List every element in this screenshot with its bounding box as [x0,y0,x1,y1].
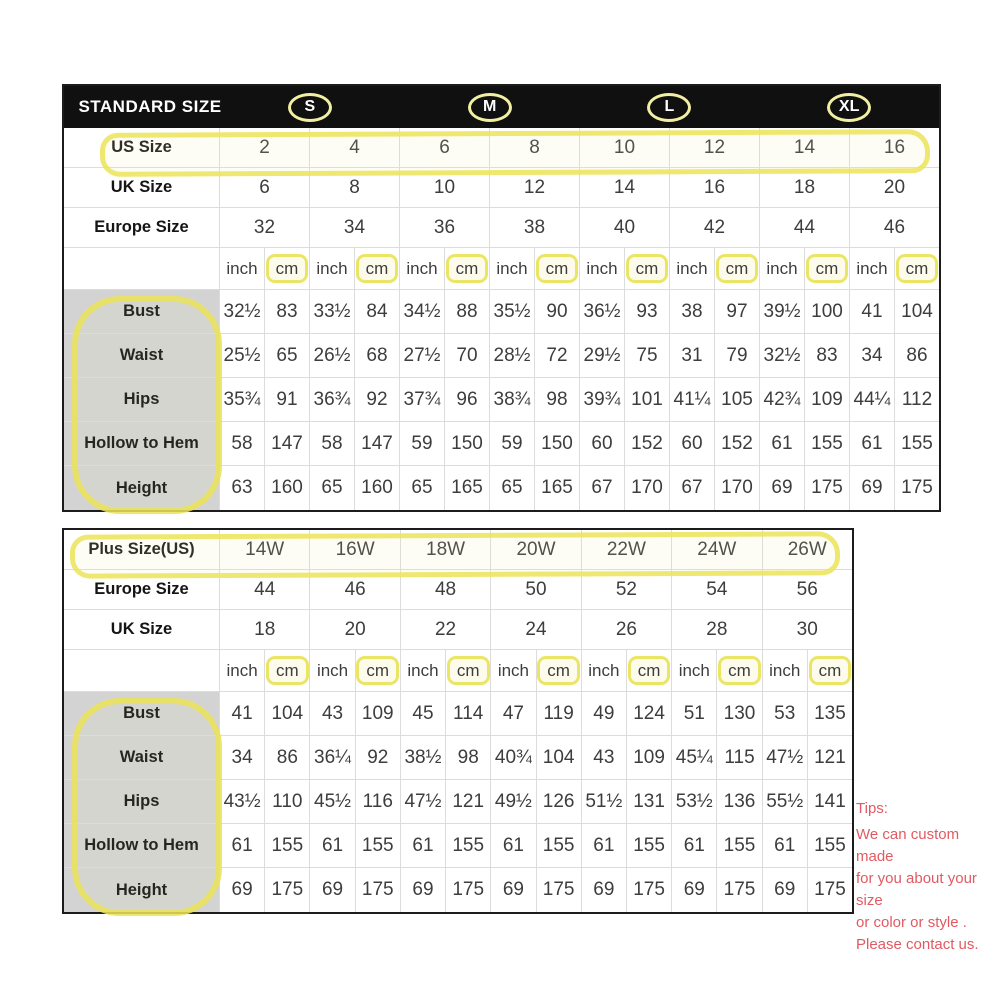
measure-cell: 170 [715,466,760,510]
size-cell: 4 [310,128,400,167]
measure-cell: 36¾ [310,378,355,421]
cm-header [265,650,310,691]
measure-cell: 109 [356,692,401,735]
measure-cell: 175 [265,868,310,912]
row-label: Hips [64,780,220,823]
measure-cell: 36½ [580,290,625,333]
row-label: Plus Size(US) [64,530,220,569]
measure-cell: 104 [901,300,933,322]
measure-cell: 65 [265,334,310,377]
cm-header [717,650,762,691]
measure-cell: 47½ [763,736,808,779]
size-cell: 20 [310,610,400,649]
measure-cell: 61 [491,824,536,867]
circled-size-l: L [647,93,691,122]
measure-cell: 126 [537,780,582,823]
measure-cell: 98 [446,736,491,779]
inch-header: inch [400,248,445,289]
size-group [759,86,939,128]
cm-header [535,248,580,289]
measure-cell: 175 [901,477,933,498]
measure-cell: 61 [220,824,265,867]
cm-circle-annotation: cm [718,656,761,685]
measure-cell: 45¼ [672,736,717,779]
measure-cell: 109 [627,736,672,779]
size-group [400,86,580,128]
measure-cell: 165 [445,466,490,510]
size-row [64,530,852,570]
inch-header: inch [310,248,355,289]
size-cell: 38 [490,208,580,247]
measure-cell: 100 [805,290,850,333]
measure-cell: 41 [850,290,895,333]
measure-cell: 155 [901,432,933,454]
measure-cell: 47 [491,692,536,735]
measure-cell: 150 [445,422,490,465]
cm-circle-annotation: cm [447,656,490,685]
measure-cell: 155 [717,824,762,867]
measure-cell: 104 [265,692,310,735]
measure-cell: 86 [265,736,310,779]
size-cell: 16 [883,136,906,158]
measure-cell: 28½ [490,334,535,377]
measure-cell: 147 [355,422,400,465]
measure-cell: 39¾ [580,378,625,421]
size-cell: 2 [220,128,310,167]
row-label: Hollow to Hem [64,824,220,867]
measure-cell: 36¼ [310,736,355,779]
measure-cell: 98 [535,378,580,421]
size-cell: 18W [401,530,491,569]
measure-cell: 92 [355,378,400,421]
measure-cell: 31 [670,334,715,377]
size-cell: 26 [582,610,672,649]
size-cell: 12 [670,128,760,167]
measure-cell: 58 [220,422,265,465]
size-cell: 50 [491,570,581,609]
measure-cell: 26½ [310,334,355,377]
measure-cell: 165 [535,466,580,510]
size-cell: 30 [796,618,818,640]
circled-size-xl: XL [827,93,871,122]
size-cell: 12 [490,168,580,207]
measure-cell: 39½ [760,290,805,333]
measure-cell: 38¾ [490,378,535,421]
measure-cell: 51½ [582,780,627,823]
measure-cell: 93 [625,290,670,333]
size-cell: 8 [490,128,580,167]
row-label-empty [64,248,220,289]
measure-cell: 92 [356,736,401,779]
measure-cell: 83 [805,334,850,377]
measure-cell: 45 [401,692,446,735]
measure-cell: 155 [265,824,310,867]
measure-cell: 69 [310,868,355,912]
custom-made-tips-note [856,798,1000,956]
measure-cell: 69 [672,868,717,912]
inch-header: inch [582,650,627,691]
row-label-empty [64,650,220,691]
circled-size-s: S [288,93,332,122]
measure-cell: 86 [906,344,928,366]
measure-cell: 116 [356,780,401,823]
cm-header [805,248,850,289]
inch-header: inch [670,248,715,289]
size-row [64,610,852,650]
cm-circle-annotation: cm [266,254,309,283]
measure-cell: 43 [310,692,355,735]
measure-cell: 60 [670,422,715,465]
measure-cell: 130 [717,692,762,735]
measure-row [64,466,939,510]
cm-header [808,650,852,691]
size-cell: 56 [796,578,818,600]
measure-cell: 160 [265,466,310,510]
tips-line: We can custom made [856,826,960,865]
measure-cell: 51 [672,692,717,735]
measure-cell: 34 [850,334,895,377]
measure-cell: 69 [491,868,536,912]
plus-size-table [62,528,854,914]
measure-row [64,780,852,824]
measure-cell: 96 [445,378,490,421]
measure-cell: 175 [805,466,850,510]
inch-header: inch [763,650,808,691]
measure-cell: 175 [446,868,491,912]
measure-cell: 147 [265,422,310,465]
measure-cell: 68 [355,334,400,377]
measure-cell: 141 [814,790,846,812]
size-cell: 24W [672,530,762,569]
measure-cell: 72 [535,334,580,377]
measure-cell: 61 [850,422,895,465]
cm-header [355,248,400,289]
inch-header: inch [760,248,805,289]
measure-cell: 88 [445,290,490,333]
measure-cell: 124 [627,692,672,735]
measure-cell: 155 [446,824,491,867]
measure-cell: 32½ [220,290,265,333]
measure-cell: 61 [310,824,355,867]
measure-cell: 67 [670,466,715,510]
measure-cell: 59 [400,422,445,465]
measure-cell: 44¼ [850,378,895,421]
measure-cell: 61 [401,824,446,867]
measure-cell: 34½ [400,290,445,333]
measure-cell: 32½ [760,334,805,377]
measure-cell: 155 [537,824,582,867]
measure-cell: 136 [717,780,762,823]
size-cell: 16W [310,530,400,569]
measure-cell: 53½ [672,780,717,823]
inch-header: inch [220,650,265,691]
cm-circle-annotation: cm [626,254,669,283]
measure-cell: 175 [356,868,401,912]
row-label: Hips [64,378,220,421]
measure-cell: 101 [625,378,670,421]
measure-cell: 37¾ [400,378,445,421]
size-cell: 6 [400,128,490,167]
cm-header [445,248,490,289]
measure-cell: 63 [220,466,265,510]
measure-cell: 61 [760,422,805,465]
measure-cell: 97 [715,290,760,333]
cm-circle-annotation: cm [356,254,399,283]
cm-header [627,650,672,691]
row-label: Europe Size [64,208,220,247]
tips-line: Please contact us. [856,936,979,953]
row-label: Waist [64,334,220,377]
measure-cell: 58 [310,422,355,465]
inch-header: inch [401,650,446,691]
cm-circle-annotation: cm [266,656,309,685]
measure-cell: 170 [625,466,670,510]
measure-cell: 121 [446,780,491,823]
measure-cell: 69 [220,868,265,912]
measure-cell: 155 [356,824,401,867]
tips-line: or color or style . [856,914,967,931]
size-cell: 10 [400,168,490,207]
inch-header: inch [672,650,717,691]
cm-header [537,650,582,691]
measure-row [64,378,939,422]
tips-line: for you about your size [856,870,977,909]
measure-cell: 49 [582,692,627,735]
measure-cell: 115 [717,736,762,779]
measure-cell: 69 [760,466,805,510]
inch-header: inch [850,248,895,289]
cm-circle-annotation: cm [716,254,759,283]
inch-header: inch [491,650,536,691]
measure-cell: 33½ [310,290,355,333]
inch-header: inch [310,650,355,691]
size-cell: 34 [310,208,400,247]
measure-cell: 131 [627,780,672,823]
measure-cell: 42¾ [760,378,805,421]
measure-cell: 41 [220,692,265,735]
size-cell: 20 [883,176,906,198]
cm-header [446,650,491,691]
measure-cell: 175 [717,868,762,912]
cm-header [625,248,670,289]
measure-cell: 65 [310,466,355,510]
measure-cell: 152 [715,422,760,465]
measure-cell: 119 [537,692,582,735]
measure-cell: 105 [715,378,760,421]
measure-cell: 41¼ [670,378,715,421]
measure-cell: 49½ [491,780,536,823]
measure-cell: 55½ [763,780,808,823]
measure-cell: 69 [582,868,627,912]
measure-cell: 90 [535,290,580,333]
inch-header: inch [490,248,535,289]
size-cell: 14 [580,168,670,207]
row-label: Europe Size [64,570,220,609]
measure-cell: 67 [580,466,625,510]
measure-cell: 53 [763,692,808,735]
measure-cell: 61 [763,824,808,867]
row-label: Bust [64,290,220,333]
circled-size-m: M [468,93,512,122]
size-cell: 6 [220,168,310,207]
measure-cell: 155 [814,834,846,856]
size-cell: 14 [760,128,850,167]
measure-cell: 61 [582,824,627,867]
unit-row [64,650,852,692]
measure-cell: 47½ [401,780,446,823]
size-row [64,128,939,168]
size-cell: 36 [400,208,490,247]
measure-row [64,824,852,868]
size-cell: 54 [672,570,762,609]
cm-header [356,650,401,691]
measure-cell: 38½ [401,736,446,779]
measure-row [64,736,852,780]
tips-title: Tips: [856,800,888,817]
measure-cell: 61 [672,824,717,867]
measure-cell: 152 [625,422,670,465]
unit-row [64,248,939,290]
cm-header [265,248,310,289]
measure-cell: 155 [805,422,850,465]
measure-cell: 65 [490,466,535,510]
measure-row [64,290,939,334]
size-cell: 18 [220,610,310,649]
measure-cell: 114 [446,692,491,735]
row-label: Waist [64,736,220,779]
size-cell: 46 [310,570,400,609]
size-cell: 46 [883,216,906,238]
measure-cell: 60 [580,422,625,465]
measure-cell: 135 [814,702,846,724]
cm-circle-annotation: cm [896,254,939,283]
measure-cell: 175 [537,868,582,912]
measure-cell: 79 [715,334,760,377]
measure-row [64,868,852,912]
row-label: US Size [64,128,220,167]
cm-header [715,248,760,289]
cm-circle-annotation: cm [536,254,579,283]
measure-cell: 69 [850,466,895,510]
size-cell: 22 [401,610,491,649]
measure-cell: 65 [400,466,445,510]
size-group [580,86,760,128]
measure-cell: 35½ [490,290,535,333]
measure-cell: 175 [627,868,672,912]
measure-cell: 27½ [400,334,445,377]
size-cell: 20W [491,530,581,569]
measure-cell: 83 [265,290,310,333]
inch-header: inch [220,248,265,289]
measure-cell: 112 [901,388,933,410]
measure-cell: 43 [582,736,627,779]
size-cell: 10 [580,128,670,167]
measure-row [64,334,939,378]
measure-cell: 160 [355,466,400,510]
measure-cell: 29½ [580,334,625,377]
size-cell: 18 [760,168,850,207]
size-row [64,208,939,248]
size-cell: 40 [580,208,670,247]
measure-cell: 70 [445,334,490,377]
measure-cell: 175 [814,879,846,900]
measure-cell: 69 [401,868,446,912]
table-header-bar [64,86,939,128]
measure-cell: 75 [625,334,670,377]
size-cell: 16 [670,168,760,207]
size-group [220,86,400,128]
measure-cell: 69 [763,868,808,912]
size-cell: 48 [401,570,491,609]
measure-cell: 40¾ [491,736,536,779]
measure-cell: 45½ [310,780,355,823]
size-row [64,570,852,610]
measure-cell: 155 [627,824,672,867]
size-cell: 26W [787,538,827,560]
row-label: UK Size [64,168,220,207]
cm-circle-annotation: cm [628,656,671,685]
size-cell: 42 [670,208,760,247]
size-cell: 14W [220,530,310,569]
measure-cell: 84 [355,290,400,333]
row-label: UK Size [64,610,220,649]
measure-cell: 121 [814,746,846,768]
row-label: Height [64,466,220,510]
measure-row [64,422,939,466]
standard-size-table [62,84,941,512]
size-cell: 44 [760,208,850,247]
measure-cell: 43½ [220,780,265,823]
cm-circle-annotation: cm [537,656,580,685]
measure-cell: 59 [490,422,535,465]
table-title: STANDARD SIZE [78,97,222,116]
size-cell: 24 [491,610,581,649]
size-cell: 44 [220,570,310,609]
size-cell: 32 [220,208,310,247]
measure-row [64,692,852,736]
measure-cell: 38 [670,290,715,333]
measure-cell: 25½ [220,334,265,377]
row-label: Hollow to Hem [64,422,220,465]
size-row [64,168,939,208]
row-label: Bust [64,692,220,735]
measure-cell: 110 [265,780,310,823]
measure-cell: 150 [535,422,580,465]
row-label: Height [64,868,220,912]
measure-cell: 104 [537,736,582,779]
size-cell: 52 [582,570,672,609]
measure-cell: 109 [805,378,850,421]
cm-circle-annotation: cm [806,254,849,283]
size-cell: 8 [310,168,400,207]
size-cell: 22W [582,530,672,569]
cm-header [895,248,939,289]
measure-cell: 35¾ [220,378,265,421]
inch-header: inch [580,248,625,289]
cm-circle-annotation: cm [446,254,489,283]
measure-cell: 91 [265,378,310,421]
measure-cell: 34 [220,736,265,779]
cm-circle-annotation: cm [356,656,399,685]
size-cell: 28 [672,610,762,649]
cm-circle-annotation: cm [809,656,852,685]
